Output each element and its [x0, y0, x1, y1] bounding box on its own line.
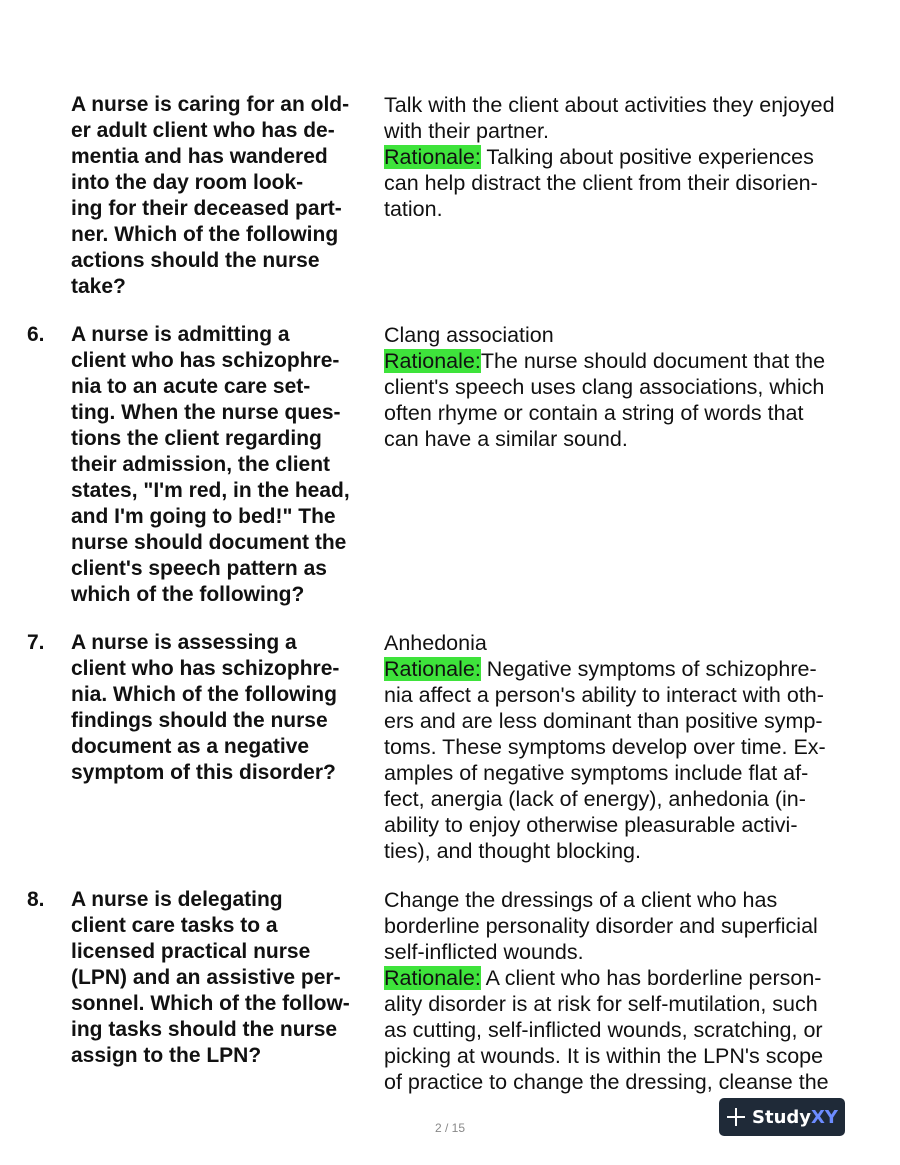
question-text: A nurse is admitting a client who has schizophre- nia to an acute care set- ting. When the nurse ques- tions the client regarding their admission, the client states, "I'm red, in the head, and I'm going to bed!" The nurse should document the client's speech pattern as which of the following? — [71, 323, 350, 606]
rationale-label: Rationale: — [384, 966, 481, 990]
rationale-label: Rationale: — [384, 145, 481, 169]
question-number: 8. — [27, 888, 45, 911]
answer-block — [384, 322, 884, 452]
answer-text: Talk with the client about activities they enjoyed with their partner. — [384, 93, 835, 143]
rationale-text: A client who has borderline person- ality disorder is at risk for self-mutilation, such as cutting, self-inflicted wounds, scratching, or picking at wounds. It is within the LPN's scope of practice to change the dressing, cleanse the — [384, 966, 829, 1094]
studyxy-logo-badge[interactable] — [719, 1098, 845, 1136]
question-text: A nurse is assessing a client who has schizophre- nia. Which of the following findings should the nurse document as a negative symptom of this disorder? — [71, 631, 340, 784]
rationale-text: Negative symptoms of schizophre- nia affect a person's ability to interact with oth- ers and are less dominant than positive symp- toms. These symptoms develop over time. Ex- amples of negative symptoms include flat af- fect, anergia (lack of energy), anhedonia (in- ability to enjoy otherwise pleasurable activi- ties), and thought blocking. — [384, 657, 826, 863]
question-text: A nurse is delegating client care tasks to a licensed practical nurse (LPN) and an assistive per- sonnel. Which of the follow- ing tasks should the nurse assign to the LPN? — [71, 888, 350, 1067]
answer-block — [384, 92, 884, 222]
question-text: A nurse is caring for an old- er adult client who has de- mentia and has wandered into the day room look- ing for their deceased part- ner. Which of the following actions should the nurse take? — [71, 93, 350, 298]
plus-icon — [726, 1107, 746, 1127]
answer-text: Clang association — [384, 323, 554, 347]
rationale-label: Rationale: — [384, 657, 481, 681]
page-indicator: 2 / 15 — [434, 1121, 466, 1135]
brand-accent-text: XY — [811, 1106, 838, 1128]
answer-text: Anhedonia — [384, 631, 487, 655]
question-number: 7. — [27, 631, 45, 654]
question-number: 6. — [27, 323, 45, 346]
rationale-text: Talking about positive experiences can help distract the client from their disorien- tation. — [384, 145, 818, 221]
brand-main-text: Study — [752, 1106, 812, 1128]
brand-name — [752, 1107, 838, 1128]
rationale-label: Rationale: — [384, 349, 481, 373]
answer-text: Change the dressings of a client who has borderline personality disorder and superficial self-inflicted wounds. — [384, 888, 818, 964]
rationale-text: The nurse should document that the client's speech uses clang associations, which often rhyme or contain a string of words that can have a similar sound. — [384, 349, 826, 451]
answer-block — [384, 630, 884, 864]
answer-block — [384, 887, 884, 1095]
